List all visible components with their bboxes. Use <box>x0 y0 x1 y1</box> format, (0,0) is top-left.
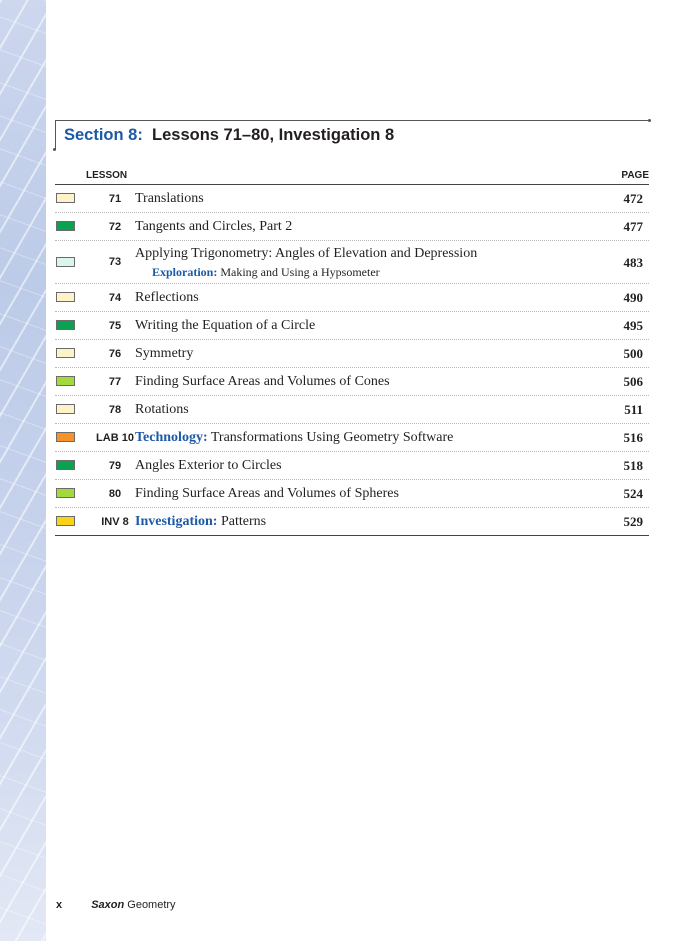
column-header-page: PAGE <box>621 170 649 181</box>
lesson-number: LAB 10 <box>96 432 134 444</box>
lesson-color-swatch <box>56 193 75 203</box>
lesson-page-number: 516 <box>623 430 643 445</box>
lesson-row <box>55 241 649 284</box>
lesson-color-swatch <box>56 432 75 442</box>
section-label: Section 8: <box>64 126 143 144</box>
lesson-page-number: 472 <box>623 191 643 206</box>
lesson-title <box>135 340 193 368</box>
section-title <box>64 126 394 145</box>
lesson-title-text: Translations <box>135 191 204 206</box>
lesson-page-number: 529 <box>623 514 643 529</box>
lesson-number: 77 <box>108 376 122 388</box>
lesson-number: 74 <box>108 292 122 304</box>
lesson-number: 71 <box>108 193 122 205</box>
lesson-title-main <box>135 374 390 389</box>
lesson-subtitle <box>135 263 477 281</box>
header-vertical-rule <box>55 120 56 150</box>
lesson-title-text: Symmetry <box>135 346 194 361</box>
lesson-title <box>135 245 477 281</box>
lesson-row <box>55 508 649 536</box>
lesson-title-text: Finding Surface Areas and Volumes of Cones <box>135 374 390 389</box>
lesson-color-swatch <box>56 516 75 526</box>
table-of-contents <box>55 185 649 536</box>
lesson-row <box>55 340 649 368</box>
lesson-title-text: Applying Trigonometry: Angles of Elevation and Depression <box>135 246 478 261</box>
lesson-title-text: Patterns <box>220 514 267 529</box>
lesson-page-number: 495 <box>623 318 643 333</box>
lesson-number: 73 <box>108 256 122 268</box>
lesson-row <box>55 213 649 241</box>
lesson-title-text: Angles Exterior to Circles <box>135 458 282 473</box>
footer-book-title: Geometry <box>127 899 176 911</box>
lesson-color-swatch <box>56 221 75 231</box>
lesson-title-text: Reflections <box>135 290 199 305</box>
lesson-row <box>55 368 649 396</box>
lesson-title <box>135 284 199 312</box>
lesson-title-text: Transformations Using Geometry Software <box>210 430 454 445</box>
lesson-number: 78 <box>108 404 122 416</box>
lesson-page-number: 524 <box>623 486 643 501</box>
lesson-title-text: Rotations <box>135 402 189 417</box>
lesson-title-main <box>135 430 453 445</box>
lesson-title-prefix: Technology: <box>135 430 208 445</box>
lesson-number: 79 <box>108 460 122 472</box>
lesson-number: 80 <box>108 488 122 500</box>
lesson-page-number: 506 <box>623 374 643 389</box>
lesson-title-text: Tangents and Circles, Part 2 <box>135 219 293 234</box>
lesson-row <box>55 284 649 312</box>
decorative-side-strip <box>0 0 46 941</box>
section-name: Lessons 71–80, Investigation 8 <box>152 126 395 144</box>
lesson-row <box>55 480 649 508</box>
lesson-title <box>135 213 292 241</box>
lesson-subtitle-prefix: Exploration: <box>152 265 218 279</box>
lesson-number: INV 8 <box>101 516 129 528</box>
lesson-page-number: 477 <box>623 219 643 234</box>
lesson-title <box>135 185 204 213</box>
lesson-title-main <box>135 219 292 234</box>
footer-brand: Saxon <box>91 899 125 911</box>
lesson-number: 76 <box>108 348 122 360</box>
lesson-title <box>135 508 266 536</box>
lesson-color-swatch <box>56 348 75 358</box>
lesson-title-main <box>135 486 399 501</box>
lesson-row <box>55 185 649 213</box>
page-footer <box>56 899 176 911</box>
lesson-row <box>55 396 649 424</box>
lesson-title-main <box>135 402 189 417</box>
lesson-color-swatch <box>56 292 75 302</box>
lesson-page-number: 511 <box>624 402 643 417</box>
lesson-title-main <box>135 458 282 473</box>
lesson-color-swatch <box>56 488 75 498</box>
header-rule <box>55 120 649 121</box>
lesson-title-main <box>135 346 193 361</box>
lesson-title-main <box>135 514 266 529</box>
lesson-color-swatch <box>56 257 75 267</box>
lesson-title-text: Writing the Equation of a Circle <box>135 318 316 333</box>
lesson-title <box>135 396 189 424</box>
lesson-title <box>135 452 282 480</box>
lesson-color-swatch <box>56 320 75 330</box>
lesson-title-main <box>135 191 204 206</box>
lesson-title <box>135 480 399 508</box>
lesson-row <box>55 312 649 340</box>
lesson-title-main <box>135 318 315 333</box>
lesson-page-number: 490 <box>623 290 643 305</box>
header-dot-right <box>648 119 651 122</box>
lesson-subtitle-text: Making and Using a Hypsometer <box>220 265 380 279</box>
footer-page-number: x <box>56 899 63 911</box>
lesson-color-swatch <box>56 404 75 414</box>
column-header-lesson: LESSON <box>86 170 128 181</box>
lesson-title-text: Finding Surface Areas and Volumes of Spheres <box>135 486 399 501</box>
lesson-page-number: 483 <box>623 255 643 270</box>
lesson-number: 75 <box>108 320 122 332</box>
lesson-row <box>55 424 649 452</box>
lesson-title <box>135 312 315 340</box>
lesson-number: 72 <box>108 221 122 233</box>
lesson-color-swatch <box>56 376 75 386</box>
lesson-page-number: 500 <box>623 346 643 361</box>
lesson-title-main <box>135 290 199 305</box>
lesson-page-number: 518 <box>623 458 643 473</box>
lesson-row <box>55 452 649 480</box>
header-dot-left <box>53 148 56 151</box>
lesson-title <box>135 368 390 396</box>
lesson-color-swatch <box>56 460 75 470</box>
lesson-title-main <box>135 246 477 261</box>
lesson-title <box>135 424 453 452</box>
lesson-title-prefix: Investigation: <box>135 514 218 529</box>
